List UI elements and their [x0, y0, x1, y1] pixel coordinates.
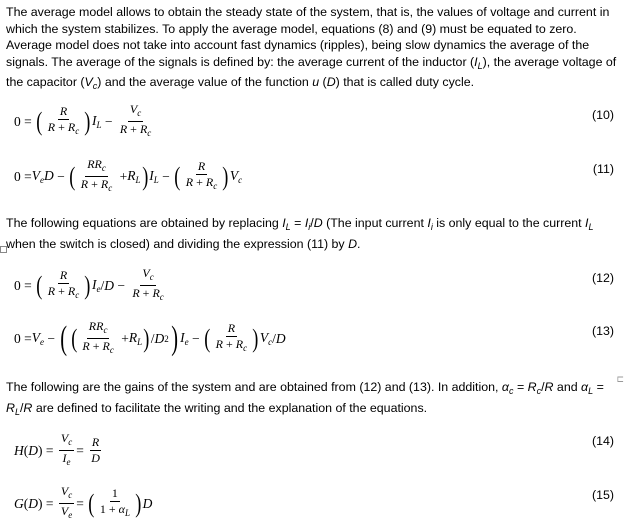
- margin-marker-icon: ⊏: [616, 374, 624, 384]
- equation-14: H ( D ) = $\frac{V_c}{I_e}$ = $\frac{R}{D}$: [14, 431, 100, 467]
- equation-10: 0 = ( $\frac{R}{R + R_c}$ ) $I_L$ − $\frac{V_c}{R + R_c}$: [14, 102, 152, 138]
- equation-number-10: (10): [591, 108, 614, 122]
- equation-number-12: (12): [591, 271, 614, 285]
- paragraph-gains: The following are the gains of the system and are obtained from (12) and (13). In addition, $\alpha_c = R_c/R$ and $\alpha_L = R_L/R$ are defined to facilitate the writing and the explanation of the equations.: [6, 380, 604, 417]
- equation-number-14: (14): [591, 434, 614, 448]
- equation-11: 0 = $V_eD$ − ( $\frac{RR_c}{R + R_c}$ + $R_L$ ) $I_L$ − ( $\frac{R}{R + R_c}$ ) $V_c$: [14, 157, 243, 193]
- paragraph-marker-icon: [0, 246, 7, 253]
- paragraph-replacement: The following equations are obtained by replacing $I_L = I_i/D$ (The input current $I_i$ is only equal to the current $I_L$ when the switch is closed) and dividing the expression (11) by D.: [6, 216, 594, 251]
- equation-13: 0 = $V_e$ − ( ( $\frac{RR_c}{R + R_c}$ + $R_L$ ) / D 2 ) $I_e$ − ( $\frac{R}{R + R_c}$ ) $V_c$ / D: [14, 319, 286, 357]
- equation-15: G ( D ) = $\frac{V_c}{V_e}$ = ( $\frac{1}{1 + \alpha_L}$ ) D: [14, 484, 153, 520]
- equation-number-15: (15): [591, 488, 614, 502]
- paragraph-average-model: The average model allows to obtain the steady state of the system, that is, the values of voltage and current in which the system stabilizes. To apply the average model, equations (8) and (9) must be equated to zero. Average model does not take into account fast dynamics (ripples), being slow dynamics the average of the signals. The average of the signals is defined by: the average current of the inductor $(I_L)$, the average voltage of the capacitor $(V_c)$ and the average value of the function u (D) that is called duty cycle.: [6, 5, 617, 92]
- equation-12: 0 = ( $\frac{R}{R + R_c}$ ) $I_e$ / D − $\frac{V_c}{R + R_c}$: [14, 266, 164, 302]
- equation-number-11: (11): [592, 162, 614, 176]
- equation-number-13: (13): [591, 324, 614, 338]
